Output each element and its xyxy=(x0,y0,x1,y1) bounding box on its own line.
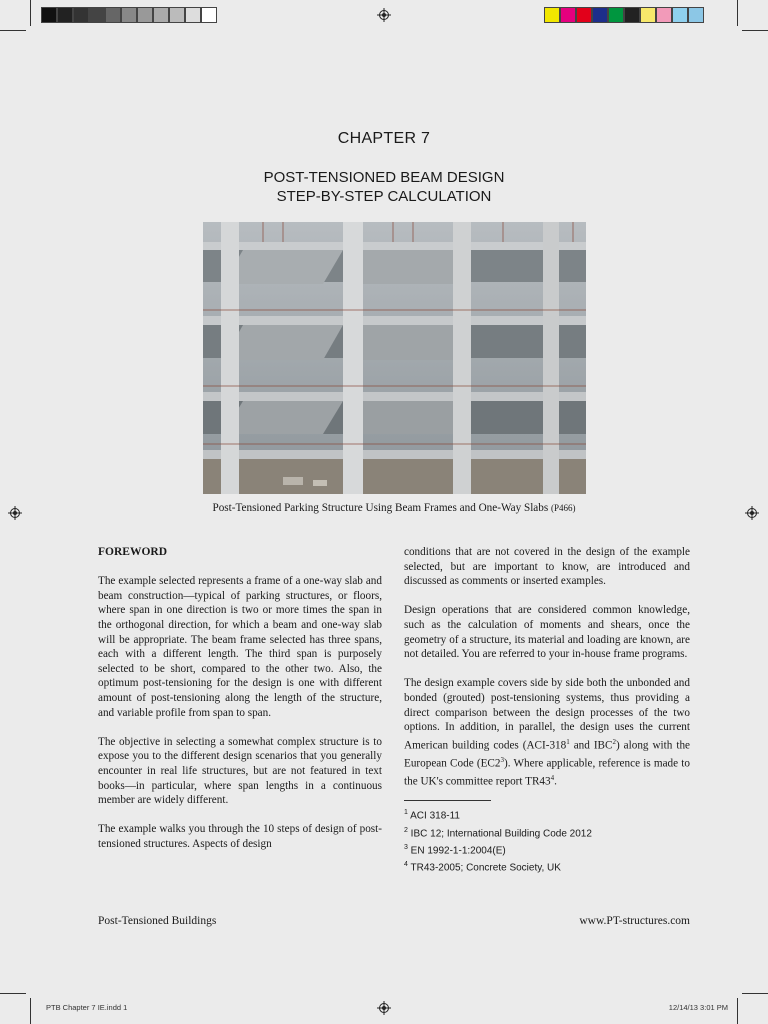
color-swatch xyxy=(576,7,592,23)
registration-mark-icon xyxy=(745,506,759,520)
figure-caption xyxy=(200,501,588,516)
paragraph: conditions that are not covered in the design of the example selected, but are important to know, are introduced and discussed as comments or inserted examples. xyxy=(404,546,690,588)
paragraph: Design operations that are considered common knowledge, such as the calculation of moments and shears, once the geometry of a structure, its material and loading are known, are not detailed. You are referred to your in-house frame programs. xyxy=(404,604,690,661)
crop-mark xyxy=(742,993,768,994)
crop-mark xyxy=(742,30,768,31)
crop-mark xyxy=(737,998,738,1024)
paragraph: The objective in selecting a somewhat complex structure is to expose you to the different design scenarios that you generally encounter in real life structures, but are not featured in text books—in particular, where span lengths in a continuous member are widely different. xyxy=(98,735,382,807)
paragraph: The example selected represents a frame of a one-way slab and beam construction—typical of parking structures, or floors, where span in one direction is two or more times the span in the orthogonal direction, for which a beam and one-way slab will be appropriate. The beam frame selected has three spans, each with a different length. The third span is purposely selected to be short, compared to the other two. Also, the optimum post-tensioning for the design is one with different amount of post-tensioning along the length of the structure, and variable profile from span to span. xyxy=(98,575,382,719)
footnote-ref: 4 xyxy=(550,774,555,783)
color-swatch xyxy=(592,7,608,23)
footnote xyxy=(404,824,690,841)
footnote-number: 2 xyxy=(404,826,408,834)
gray-swatch-bar xyxy=(41,7,217,23)
footnote-text: TR43-2005; Concrete Society, UK xyxy=(407,862,561,874)
color-swatch xyxy=(73,7,89,23)
color-swatch xyxy=(624,7,640,23)
section-heading: FOREWORD xyxy=(98,546,167,558)
registration-mark-icon xyxy=(377,1001,391,1015)
paragraph-part: . xyxy=(554,776,557,789)
color-swatch xyxy=(201,7,217,23)
text-column-right xyxy=(404,545,690,876)
color-swatch xyxy=(153,7,169,23)
crop-mark xyxy=(0,993,26,994)
footnote-number: 3 xyxy=(404,843,408,851)
color-swatch xyxy=(672,7,688,23)
paragraph-part: and IBC xyxy=(569,739,613,752)
color-swatch-bar xyxy=(544,7,704,23)
color-swatch xyxy=(137,7,153,23)
page-title xyxy=(0,168,768,206)
color-swatch xyxy=(608,7,624,23)
color-swatch xyxy=(121,7,137,23)
footnote-rule xyxy=(404,800,491,801)
paragraph-part: ). Where applicable, reference is made to the UK's committee report TR43 xyxy=(404,757,690,789)
crop-mark xyxy=(737,0,738,26)
color-swatch xyxy=(185,7,201,23)
paragraph-part: The design example covers side by side both the unbonded and bonded (grouted) post-tensioning systems, thus providing a direct comparison between the design processes of the two options. In addition, in parallel, the design uses the current American building codes (ACI-318 xyxy=(404,677,690,752)
footnote-ref: 3 xyxy=(500,756,504,765)
running-footer-url: www.PT-structures.com xyxy=(579,915,690,927)
caption-ref: (P466) xyxy=(551,503,576,513)
chapter-label: CHAPTER 7 xyxy=(337,130,431,147)
footnote xyxy=(404,841,690,858)
color-swatch xyxy=(656,7,672,23)
paragraph-part: ) along with the European Code (EC2 xyxy=(404,739,690,770)
footnote-text: ACI 318-11 xyxy=(407,810,460,822)
registration-mark-icon xyxy=(377,8,391,22)
color-swatch xyxy=(105,7,121,23)
crop-mark xyxy=(0,30,26,31)
footnotes xyxy=(404,806,690,875)
crop-mark xyxy=(30,998,31,1024)
paragraph xyxy=(404,676,690,789)
footnote xyxy=(404,806,690,823)
slug-timestamp: 12/14/13 3:01 PM xyxy=(668,1003,728,1012)
footnote-number: 1 xyxy=(404,809,408,817)
footnote-text: IBC 12; International Building Code 2012 xyxy=(407,827,592,839)
parking-structure-photo xyxy=(203,222,586,494)
paragraph: The example walks you through the 10 steps of design of post-tensioned structures. Aspects of design xyxy=(98,823,382,850)
registration-mark-icon xyxy=(8,506,22,520)
color-swatch xyxy=(688,7,704,23)
footnote-number: 4 xyxy=(404,861,408,869)
color-swatch xyxy=(89,7,105,23)
color-swatch xyxy=(169,7,185,23)
parking-structure-photo-icon xyxy=(203,222,586,494)
color-swatch xyxy=(544,7,560,23)
footnote xyxy=(404,858,690,875)
caption-text: Post-Tensioned Parking Structure Using Beam Frames and One-Way Slabs xyxy=(212,502,549,514)
slug-filename: PTB Chapter 7 IE.indd 1 xyxy=(46,1003,128,1012)
footnote-ref: 2 xyxy=(612,737,616,746)
color-swatch xyxy=(57,7,73,23)
color-swatch xyxy=(640,7,656,23)
running-footer-title: Post-Tensioned Buildings xyxy=(98,915,217,927)
color-swatch xyxy=(560,7,576,23)
title-line-2: STEP-BY-STEP CALCULATION xyxy=(276,188,492,205)
footnote-text: EN 1992-1-1:2004(E) xyxy=(407,845,506,857)
title-line-1: POST-TENSIONED BEAM DESIGN xyxy=(263,169,505,186)
crop-mark xyxy=(30,0,31,26)
text-column-left xyxy=(98,545,382,866)
color-swatch xyxy=(41,7,57,23)
footnote-ref: 1 xyxy=(566,737,570,746)
